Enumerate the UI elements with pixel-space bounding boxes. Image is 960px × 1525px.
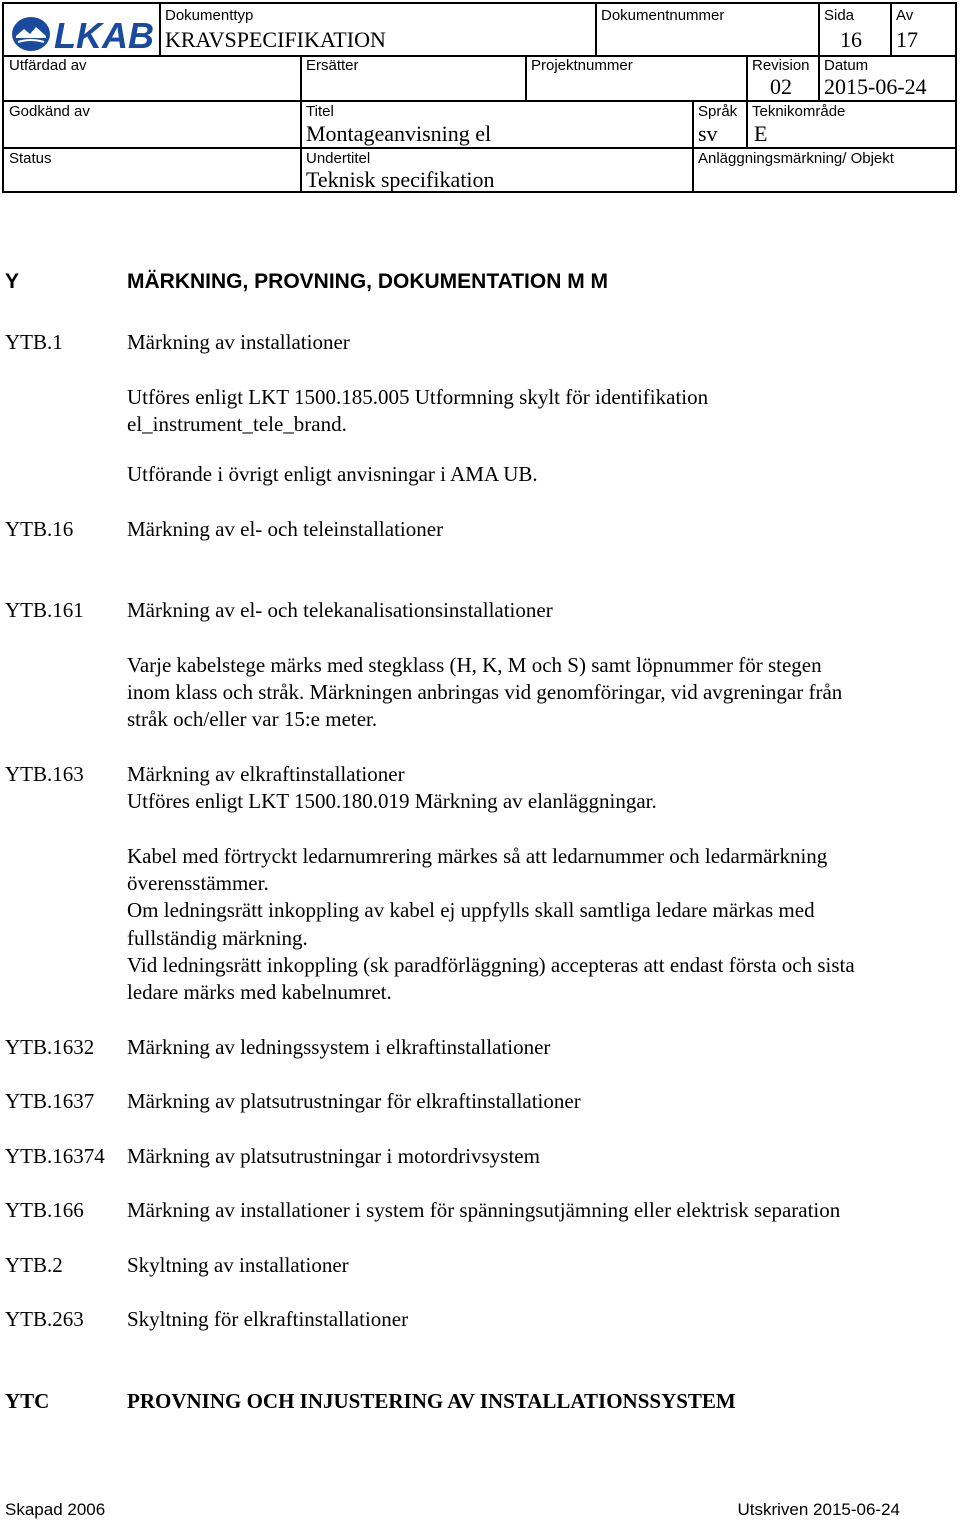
logo-text: LKAB xyxy=(54,15,154,56)
lkab-logo xyxy=(10,12,160,56)
section-title-ytc: PROVNING OCH INJUSTERING AV INSTALLATIONSSYSTEM xyxy=(127,1389,736,1413)
paragraph-line: Vid ledningsrätt inkoppling (sk paradförläggning) accepteras att endast första och sista xyxy=(127,953,855,977)
section-title-ytb1637: Märkning av platsutrustningar för elkraftinstallationer xyxy=(127,1089,581,1113)
project-number-label: Projektnummer xyxy=(531,57,633,74)
page-value: 16 xyxy=(840,27,862,52)
section-code-ytb16: YTB.16 xyxy=(5,517,74,541)
paragraph-line: stråk och/eller var 15:e meter. xyxy=(127,707,378,731)
paragraph-line: överensstämmer. xyxy=(127,871,269,895)
title-value: Montageanvisning el xyxy=(306,121,492,146)
document-header xyxy=(2,2,957,193)
tech-area-label: Teknikområde xyxy=(752,103,846,120)
lkab-logo-icon xyxy=(10,12,160,56)
section-code-y: Y xyxy=(5,270,20,293)
section-code-ytb16374: YTB.16374 xyxy=(5,1144,105,1168)
section-code-ytb1632: YTB.1632 xyxy=(5,1035,95,1059)
title-label: Titel xyxy=(306,103,334,120)
section-title-ytb1: Märkning av installationer xyxy=(127,330,350,354)
paragraph-line: Utföres enligt LKT 1500.185.005 Utformning skylt för identifikation xyxy=(127,385,709,409)
paragraph-line: inom klass och stråk. Märkningen anbringas vid genomföringar, vid avgreningar från xyxy=(127,680,843,704)
section-title-ytb2: Skyltning av installationer xyxy=(127,1253,349,1277)
revision-label: Revision xyxy=(752,57,810,74)
section-title-ytb163: Märkning av elkraftinstallationer xyxy=(127,762,405,786)
paragraph-line: Utföres enligt LKT 1500.180.019 Märkning av elanläggningar. xyxy=(127,789,657,813)
revision-value: 02 xyxy=(770,74,792,99)
issued-by-label: Utfärdad av xyxy=(9,57,87,74)
date-value: 2015-06-24 xyxy=(824,74,927,99)
section-title-ytb16374: Märkning av platsutrustningar i motordrivsystem xyxy=(127,1144,540,1168)
section-title-ytb166: Märkning av installationer i system för spänningsutjämning eller elektrisk separation xyxy=(127,1198,841,1222)
date-label: Datum xyxy=(824,57,869,74)
section-code-ytb263: YTB.263 xyxy=(5,1307,84,1331)
page-of-value: 17 xyxy=(896,27,918,52)
section-code-ytb161: YTB.161 xyxy=(5,598,84,622)
approved-by-label: Godkänd av xyxy=(9,103,90,120)
paragraph-line: el_instrument_tele_brand. xyxy=(127,412,347,436)
section-title-ytb1632: Märkning av ledningssystem i elkraftinstallationer xyxy=(127,1035,551,1059)
section-code-ytb1637: YTB.1637 xyxy=(5,1089,95,1113)
section-code-ytb163: YTB.163 xyxy=(5,762,84,786)
section-title-ytb16: Märkning av el- och teleinstallationer xyxy=(127,517,444,541)
page-of-label: Av xyxy=(896,7,914,24)
footer-printed: Utskriven 2015-06-24 xyxy=(737,1500,900,1519)
section-code-ytc: YTC xyxy=(5,1389,50,1413)
paragraph-line: Kabel med förtryckt ledarnumrering märkes så att ledarnummer och ledarmärkning xyxy=(127,844,828,868)
section-title-ytb263: Skyltning för elkraftinstallationer xyxy=(127,1307,409,1331)
paragraph-line: Varje kabelstege märks med stegklass (H, K, M och S) samt löpnummer för stegen xyxy=(127,653,822,677)
subtitle-label: Undertitel xyxy=(306,150,371,167)
facility-label: Anläggningsmärkning/ Objekt xyxy=(698,150,894,167)
paragraph-line: fullständig märkning. xyxy=(127,926,308,950)
footer-created: Skapad 2006 xyxy=(5,1500,106,1519)
paragraph-line: Om ledningsrätt inkoppling av kabel ej uppfylls skall samtliga ledare märkas med xyxy=(127,898,815,922)
status-label: Status xyxy=(9,150,52,167)
doc-type-label: Dokumenttyp xyxy=(165,7,254,24)
section-title-ytb161: Märkning av el- och telekanalisationsinstallationer xyxy=(127,598,553,622)
section-code-ytb166: YTB.166 xyxy=(5,1198,84,1222)
doc-type-value: KRAVSPECIFIKATION xyxy=(165,27,386,52)
section-code-ytb2: YTB.2 xyxy=(5,1253,63,1277)
paragraph-line: Utförande i övrigt enligt anvisningar i AMA UB. xyxy=(127,462,538,486)
section-title-y: MÄRKNING, PROVNING, DOKUMENTATION M M xyxy=(127,270,609,293)
tech-area-value: E xyxy=(754,121,768,146)
paragraph-line: ledare märks med kabelnumret. xyxy=(127,980,392,1004)
subtitle-value: Teknisk specifikation xyxy=(306,167,495,192)
page-label: Sida xyxy=(824,7,855,24)
language-label: Språk xyxy=(698,103,738,120)
language-value: sv xyxy=(698,121,718,146)
replaces-label: Ersätter xyxy=(306,57,359,74)
section-code-ytb1: YTB.1 xyxy=(5,330,63,354)
doc-number-label: Dokumentnummer xyxy=(601,7,725,24)
